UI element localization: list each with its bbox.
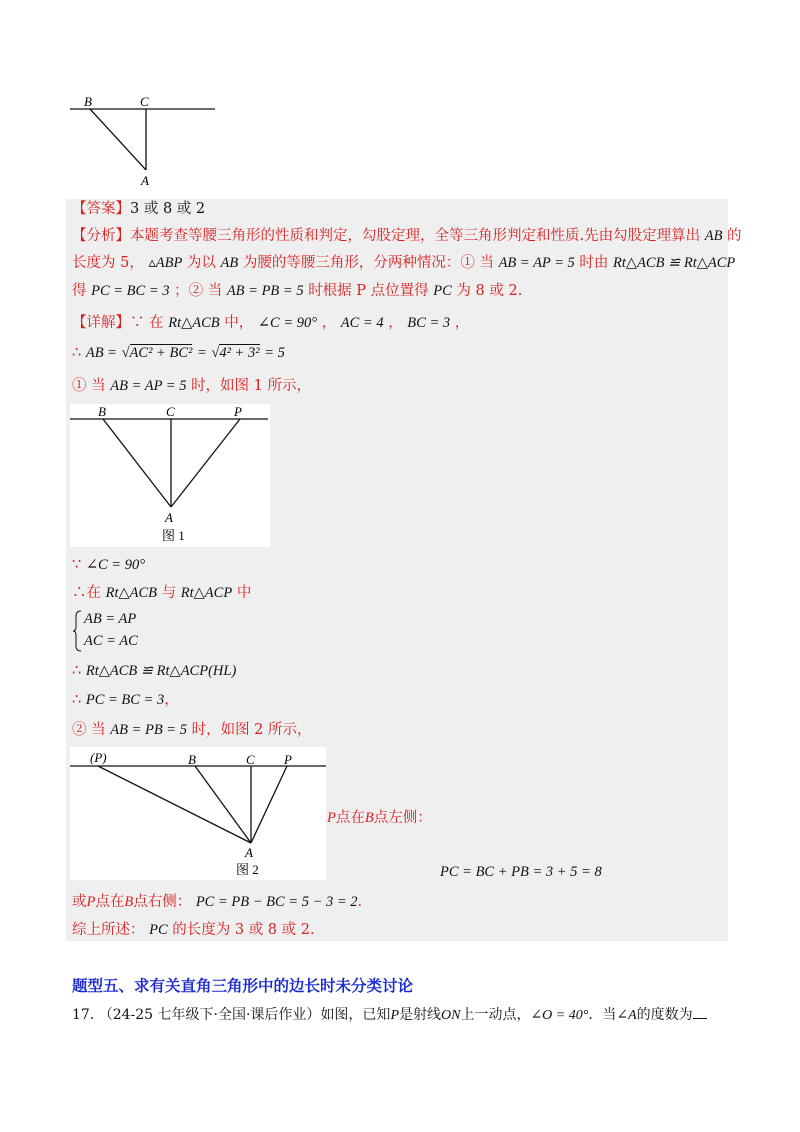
- q17-number: 17.: [72, 1007, 95, 1023]
- fig2-label-p: P: [284, 752, 292, 767]
- pc-calc-8: PC = BC + PB = 3 + 5 = 8: [440, 864, 602, 880]
- summary-pc: PC: [149, 922, 168, 938]
- label-a: A: [141, 173, 149, 188]
- or-text-b: 点在: [95, 894, 125, 910]
- case-2-eq: AB = PB = 5: [110, 722, 187, 738]
- answer-tag: 【答案】: [72, 201, 130, 217]
- p-left-b: B: [364, 810, 374, 826]
- analysis-text-3a: 得: [72, 283, 87, 299]
- q17-text-b: 是射线: [399, 1007, 441, 1023]
- pc-calc-8-line: [440, 862, 602, 882]
- analysis-text-3c: 时根据 P 点位置得: [308, 283, 429, 299]
- analysis-text-1: 本题考查等腰三角形的性质和判定，勾股定理，全等三角形判定和性质.先由勾股定理算出: [130, 228, 701, 244]
- figure-1: [70, 404, 270, 547]
- system-line-2: [84, 631, 138, 651]
- detail-sep-2: ，: [388, 315, 403, 331]
- fig1-label-c: C: [166, 404, 175, 419]
- top-figure: [70, 92, 220, 188]
- sqrt-1: √AC² + BC²: [121, 345, 193, 361]
- congruence-line: [72, 661, 236, 681]
- pc-eq-3: PC = BC = 3: [85, 692, 165, 708]
- p-left-p: P: [327, 810, 336, 826]
- therefore-symbol-4: ∴: [72, 692, 82, 708]
- detail-triangle-acb: Rt△ACB: [168, 315, 220, 331]
- fig2-label-a: A: [245, 845, 253, 860]
- detail-bc-3: BC = 3: [407, 315, 451, 331]
- therefore-symbol-2: ∴: [72, 585, 87, 601]
- fig1-label-b: B: [98, 404, 106, 419]
- angle-c-line: [72, 555, 145, 575]
- detail-ac-4: AC = 4: [340, 315, 384, 331]
- fig2-caption: 图 2: [236, 862, 259, 877]
- case-1-line: [72, 376, 311, 396]
- analysis-triangle-abp: ▵ABP: [148, 255, 183, 271]
- system-ab-ap: AB = AP: [84, 611, 137, 627]
- fig1-label-p: P: [234, 404, 242, 419]
- in-triangle-acb: Rt△ACB: [105, 585, 158, 601]
- q17-p: P: [390, 1008, 399, 1023]
- detail-line-2: [72, 343, 285, 363]
- system-line-1: [84, 609, 136, 629]
- detail-text-zhong: 中，: [224, 315, 254, 331]
- analysis-tag: 【分析】: [72, 228, 130, 244]
- pc-end: ，: [164, 692, 179, 708]
- detail-angle-c: ∠C = 90°: [257, 315, 318, 331]
- detail-ab-eq: AB =: [85, 345, 117, 361]
- in-text-c: 中: [236, 585, 252, 601]
- analysis-text-2d: 时由: [579, 255, 609, 271]
- or-b: B: [124, 894, 134, 910]
- or-p: P: [86, 894, 96, 910]
- analysis-math-ab-2: AB: [220, 255, 239, 271]
- analysis-eq-ab-pb: AB = PB = 5: [226, 283, 304, 299]
- pc-calc-2: PC = PB − BC = 5 − 3 = 2: [195, 894, 358, 910]
- analysis-congruence: Rt△ACB ≌ Rt△ACP: [613, 255, 736, 271]
- q17-text-a: 如图，已知: [320, 1007, 391, 1023]
- q17-text-e: 的度数为: [636, 1007, 693, 1023]
- analysis-math-ab: AB: [704, 228, 723, 244]
- detail-line-1: [72, 313, 469, 333]
- because-symbol-2: ∵: [72, 557, 82, 573]
- detail-result-5: = 5: [264, 345, 285, 361]
- p-left-text-d: 点左侧：: [373, 810, 432, 826]
- detail-sep-3: ，: [454, 315, 470, 331]
- in-triangles-line: [72, 583, 251, 603]
- analysis-text-1-end: 的: [727, 228, 742, 244]
- analysis-text-2b: 为以: [186, 255, 216, 271]
- congruence-hl: Rt△ACB ≌ Rt△ACP(HL): [85, 663, 237, 679]
- p-left-line: [327, 808, 432, 828]
- fig2-label-b: B: [188, 752, 196, 767]
- analysis-line-3: [72, 281, 522, 301]
- case-1-text-b: 时，如图 1 所示，: [191, 378, 312, 394]
- analysis-eq-ab-ap: AB = AP = 5: [498, 255, 575, 271]
- therefore-symbol: ∴: [72, 345, 82, 361]
- q17-blank[interactable]: [693, 1006, 707, 1019]
- system-ac-ac: AC = AC: [84, 633, 138, 649]
- system-brace: [72, 610, 82, 652]
- q17-on: ON: [441, 1008, 461, 1023]
- summary-text-b: 的长度为 3 或 8 或 2.: [172, 922, 315, 938]
- q17-source: （24-25 七年级下·全国·课后作业）: [98, 1007, 321, 1023]
- case-1-eq: AB = AP = 5: [110, 378, 187, 394]
- summary-text-a: 综上所述：: [72, 922, 145, 938]
- case-2-line: [72, 720, 312, 740]
- q17-text-d: ．当: [588, 1007, 617, 1023]
- case-2-text-b: 时，如图 2 所示，: [191, 722, 312, 738]
- fig2-label-c: C: [246, 752, 255, 767]
- label-b: B: [84, 94, 92, 109]
- analysis-line-1: [72, 226, 742, 246]
- label-c: C: [140, 94, 149, 109]
- because-symbol: ∵: [130, 315, 145, 331]
- sqrt-1-radicand: AC² + BC²: [129, 345, 193, 361]
- answer-value: 3 或 8 或 2: [130, 201, 206, 217]
- figure-2: [70, 747, 326, 880]
- in-text-a: 在: [86, 585, 101, 601]
- p-right-line: [72, 892, 362, 912]
- section-title: 题型五、求有关直角三角形中的边长时未分类讨论: [72, 977, 414, 995]
- sqrt-2: √4² + 3²: [211, 345, 260, 361]
- analysis-text-2a: 长度为 5，: [72, 255, 144, 271]
- detail-sep-1: ，: [321, 315, 337, 331]
- in-triangle-acp: Rt△ACP: [180, 585, 233, 601]
- detail-text-in: 在: [149, 315, 164, 331]
- in-text-b: 与: [161, 585, 177, 601]
- case-2-text-a: ② 当: [72, 722, 106, 738]
- analysis-eq-pc-bc: PC = BC = 3: [91, 283, 170, 299]
- pc-line: [72, 690, 179, 710]
- therefore-symbol-3: ∴: [72, 663, 82, 679]
- analysis-text-3b: ；② 当: [174, 283, 223, 299]
- or-text: 或: [72, 894, 87, 910]
- or-end: .: [357, 894, 363, 910]
- or-text-c: 点右侧：: [133, 894, 192, 910]
- fig1-label-a: A: [165, 510, 173, 525]
- q17-text-c: 上一动点，: [460, 1007, 531, 1023]
- fig2-label-p-left: (P): [90, 750, 107, 765]
- question-17: [72, 1004, 707, 1024]
- analysis-text-2c: 为腰的等腰三角形，分两种情况：① 当: [242, 255, 494, 271]
- fig1-caption: 图 1: [162, 528, 185, 543]
- answer-line: [72, 199, 205, 219]
- angle-c-90: ∠C = 90°: [85, 557, 145, 573]
- summary-line: [72, 920, 315, 940]
- analysis-text-3d: 为 8 或 2.: [456, 283, 523, 299]
- analysis-line-2: [72, 253, 735, 273]
- q17-angle-o: ∠O = 40°: [530, 1008, 589, 1023]
- sqrt-2-radicand: 4² + 3²: [219, 345, 260, 361]
- top-figure-segment-ba: [90, 109, 146, 170]
- case-1-text-a: ① 当: [72, 378, 106, 394]
- analysis-math-pc: PC: [433, 283, 452, 299]
- detail-tag: 【详解】: [72, 315, 130, 331]
- detail-eq-sign: =: [196, 345, 207, 361]
- q17-angle-a: ∠A: [616, 1008, 637, 1023]
- p-left-text-b: 点在: [335, 810, 365, 826]
